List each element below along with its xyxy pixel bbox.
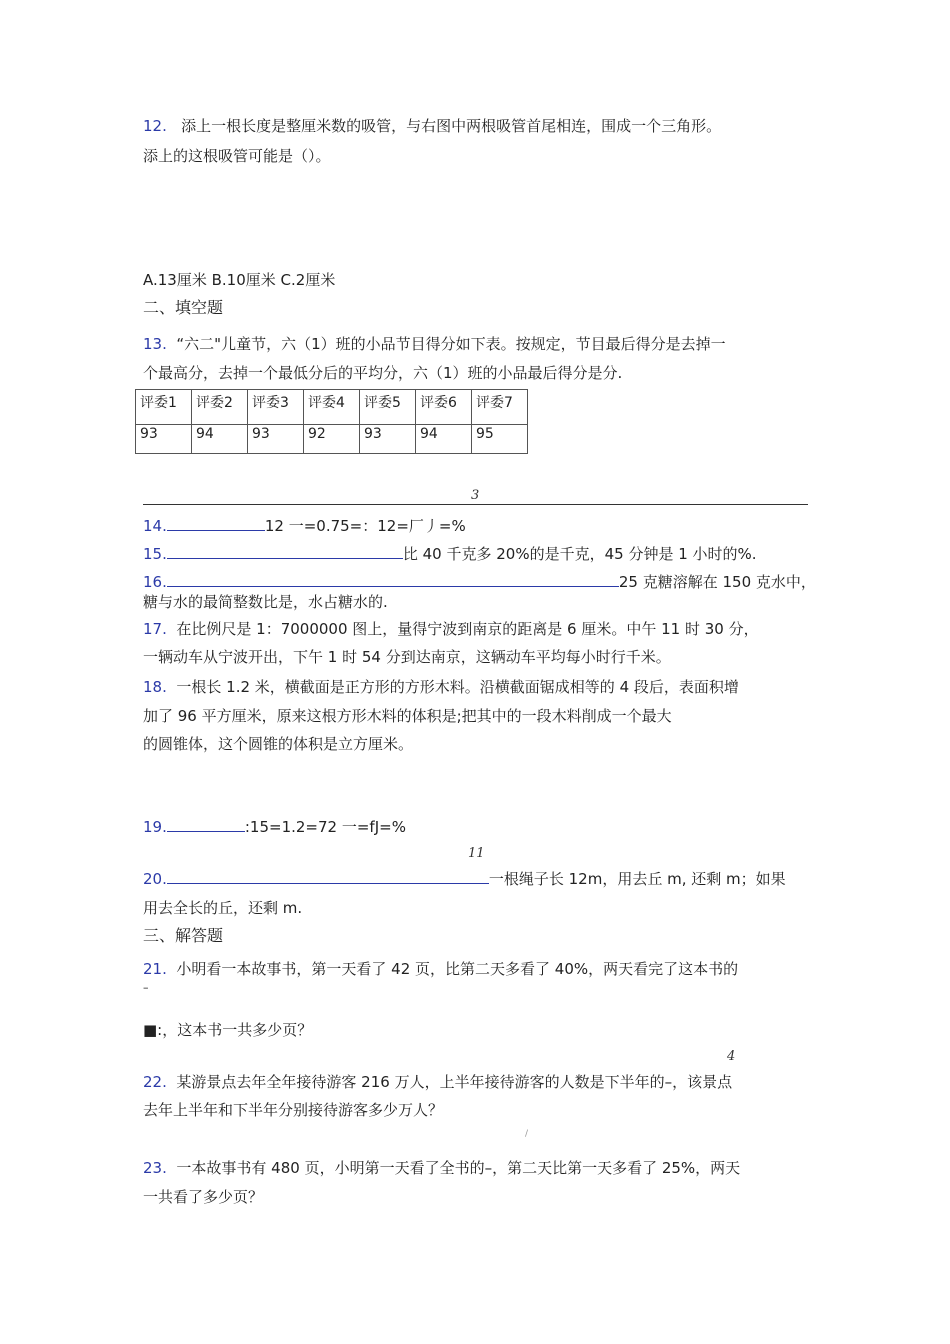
q21-number: 21. — [143, 960, 167, 978]
q17-number: 17. — [143, 620, 167, 638]
q14-number: 14. — [143, 517, 167, 535]
q15-text: 比 40 千克多 20%的是千克，45 分钟是 1 小时的%. — [402, 545, 757, 563]
q12-line1 — [143, 116, 721, 136]
q17-line1 — [143, 619, 759, 639]
q12-text: 添上一根长度是整厘米数的吸管，与右图中两根吸管首尾相连，围成一个三角形。 — [181, 117, 722, 135]
q23-number: 23. — [143, 1159, 167, 1177]
q20-line1 — [143, 869, 786, 889]
q18-line3: 的圆锥体，这个圆锥的体积是立方厘米。 — [143, 735, 414, 753]
q21-fraction-dash: – — [143, 981, 149, 994]
q12-options: A.13厘米 B.10厘米 C.2厘米 — [143, 271, 336, 289]
q18-text: 一根长 1.2 米，横截面是正方形的方形木料。沿横截面锯成相等的 4 段后，表面积增 — [176, 678, 739, 696]
q14-blank[interactable] — [167, 516, 265, 531]
q16-blank[interactable] — [167, 572, 619, 587]
q13-text: “六二"儿童节，六（1）班的小品节目得分如下表。按规定，节目最后得分是去掉一 — [176, 335, 726, 353]
q14-text: 12 一=0.75=：12=厂丿=% — [264, 517, 466, 535]
q22-text: 某游景点去年全年接待游客 216 万人，上半年接待游客的人数是下半年的–，该景点 — [176, 1073, 733, 1091]
q20-number: 20. — [143, 870, 167, 888]
fraction-numerator-11: 11 — [468, 846, 485, 861]
fraction-numerator-3: 3 — [471, 488, 480, 503]
score-cell: 94 — [416, 425, 472, 454]
q15-number: 15. — [143, 545, 167, 563]
score-table-header — [136, 390, 528, 425]
q19-blank[interactable] — [167, 817, 245, 832]
score-table-row — [136, 425, 528, 454]
stray-mark: / — [525, 1129, 529, 1139]
header-cell: 评委6 — [416, 390, 472, 425]
q19-number: 19. — [143, 818, 167, 836]
q21-text: 小明看一本故事书，第一天看了 42 页，比第二天多看了 40%，两天看完了这本书的 — [176, 960, 739, 978]
score-cell: 94 — [192, 425, 248, 454]
score-table — [135, 389, 528, 454]
q20-text: 一根绳子长 12m，用去丘 m, 还剩 m；如果 — [488, 870, 786, 888]
score-cell: 93 — [136, 425, 192, 454]
score-cell: 95 — [472, 425, 528, 454]
q13-number: 13. — [143, 335, 167, 353]
header-cell: 评委5 — [360, 390, 416, 425]
q12-number: 12. — [143, 117, 167, 135]
q18-line1 — [143, 677, 739, 697]
q22-line1 — [143, 1072, 732, 1092]
q15-blank[interactable] — [167, 544, 403, 559]
q17-line2: 一辆动车从宁波开出，下午 1 时 54 分到达南京，这辆动车平均每小时行千米。 — [143, 648, 671, 666]
q21-line2: ■:，这本书一共多少页？ — [143, 1021, 313, 1039]
q17-text: 在比例尺是 1：7000000 图上，量得宁波到南京的距离是 6 厘米。中午 11 时 30 分， — [176, 620, 759, 638]
header-cell: 评委1 — [136, 390, 192, 425]
q20-blank[interactable] — [167, 869, 489, 884]
q22-line2: 去年上半年和下半年分别接待游客多少万人？ — [143, 1101, 444, 1119]
score-cell: 92 — [304, 425, 360, 454]
q23-line1 — [143, 1158, 740, 1178]
q16-line1 — [143, 572, 816, 592]
q16-text: 25 克糖溶解在 150 克水中， — [618, 573, 816, 591]
q23-line2: 一共看了多少页？ — [143, 1188, 264, 1206]
score-cell: 93 — [248, 425, 304, 454]
q13-line2: 个最高分，去掉一个最低分后的平均分，六（1）班的小品最后得分是分. — [143, 364, 623, 382]
q18-line2: 加了 96 平方厘米，原来这根方形木料的体积是;把其中的一段木料削成一个最大 — [143, 707, 672, 725]
q12-line2: 添上的这根吸管可能是（）。 — [143, 147, 331, 165]
fraction-numerator-4: 4 — [727, 1049, 736, 1064]
header-cell: 评委7 — [472, 390, 528, 425]
section-solve: 三、解答题 — [143, 926, 224, 945]
q13-line1 — [143, 334, 726, 354]
q19-line — [143, 817, 406, 837]
q21-line1 — [143, 959, 738, 979]
header-cell: 评委4 — [304, 390, 360, 425]
q14-line — [143, 516, 466, 536]
q15-line — [143, 544, 757, 564]
q16-number: 16. — [143, 573, 167, 591]
q22-number: 22. — [143, 1073, 167, 1091]
score-cell: 93 — [360, 425, 416, 454]
header-cell: 评委2 — [192, 390, 248, 425]
header-cell: 评委3 — [248, 390, 304, 425]
q19-text: :15=1.2=72 一=fJ=% — [244, 818, 406, 836]
q23-text: 一本故事书有 480 页，小明第一天看了全书的–，第二天比第一天多看了 25%，两天 — [176, 1159, 741, 1177]
q16-line2: 糖与水的最简整数比是，水占糖水的. — [143, 593, 388, 611]
q18-number: 18. — [143, 678, 167, 696]
section-fill-blank: 二、填空题 — [143, 298, 224, 317]
q20-line2: 用去全长的丘，还剩 m. — [143, 899, 303, 917]
fraction-rule — [143, 504, 808, 505]
